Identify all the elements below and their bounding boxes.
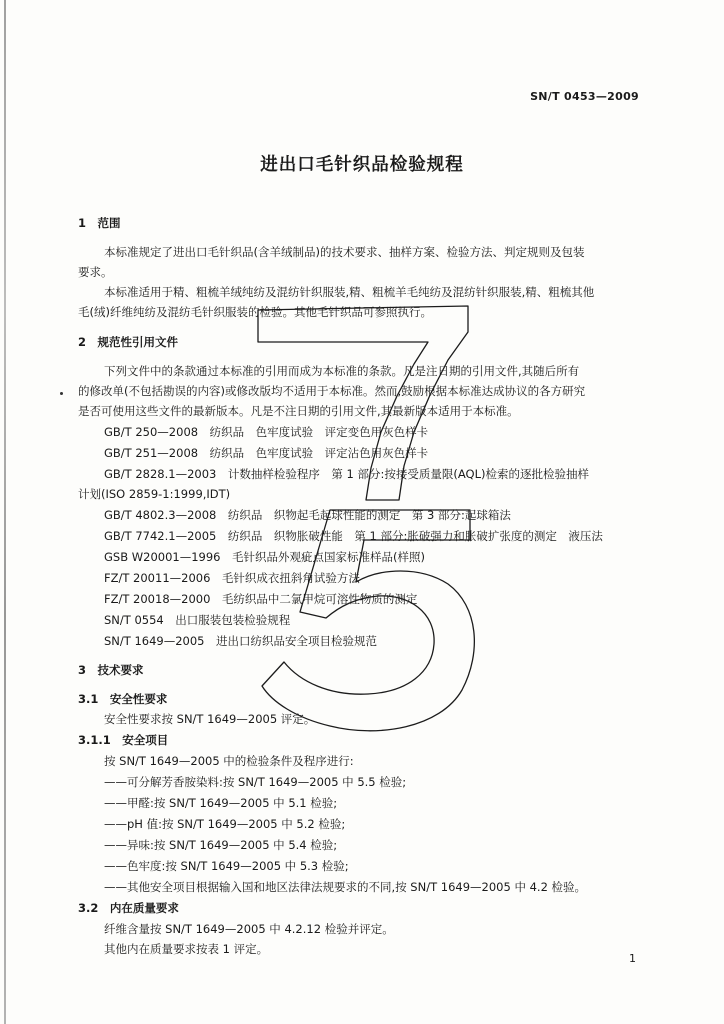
section-2-para-line-3: 是否可使用这些文件的最新版本。凡是不注日期的引用文件,其最新版本适用于本标准。 [78,404,519,418]
section-1-para-2-line-1: 本标准适用于精、粗梳羊绒纯纺及混纺针织服装,精、粗梳羊毛纯纺及混纺针织服装,精、粗梳其他 [104,285,595,299]
scan-speck [60,392,63,395]
safety-item: ——色牢度:按 SN/T 1649—2005 中 5.3 检验; [104,859,349,873]
section-1-para-1-line-2: 要求。 [78,265,113,279]
ref-item: GB/T 2828.1—2003 计数抽样检验程序 第 1 部分:按接受质量限(AQL)检索的逐批检验抽样 [104,467,589,481]
ref-item: GB/T 7742.1—2005 纺织品 织物胀破性能 第 1 部分:胀破强力和胀破扩张度的测定 液压法 [104,529,603,543]
safety-item: ——异味:按 SN/T 1649—2005 中 5.4 检验; [104,838,338,852]
section-3-1-1-heading: 3.1.1 安全项目 [78,733,169,747]
ref-item: GB/T 251—2008 纺织品 色牢度试验 评定沾色用灰色样卡 [104,446,429,460]
standard-code: SN/T 0453—2009 [530,90,639,103]
safety-item: ——甲醛:按 SN/T 1649—2005 中 5.1 检验; [104,796,338,810]
document-title: 进出口毛针织品检验规程 [260,155,464,175]
stamp-digit-lower [262,510,474,731]
section-2-heading: 2 规范性引用文件 [78,335,179,349]
section-2-para-line-1: 下列文件中的条款通过本标准的引用而成为本标准的条款。凡是注日期的引用文件,其随后所有 [104,364,580,378]
section-3-heading: 3 技术要求 [78,663,144,677]
section-3-1-text: 安全性要求按 SN/T 1649—2005 评定。 [104,712,316,726]
section-3-2-heading: 3.2 内在质量要求 [78,901,179,915]
ref-item: GB/T 4802.3—2008 纺织品 织物起毛起球性能的测定 第 3 部分:起球箱法 [104,508,511,522]
safety-item: ——pH 值:按 SN/T 1649—2005 中 5.2 检验; [104,817,346,831]
safety-item: ——其他安全项目根据输入国和地区法律法规要求的不同,按 SN/T 1649—2005 中 4.2 检验。 [104,880,587,894]
ref-item: FZ/T 20011—2006 毛针织成衣扭斜角试验方法 [104,571,360,585]
safety-item: ——可分解芳香胺染料:按 SN/T 1649—2005 中 5.5 检验; [104,775,407,789]
ref-item: GSB W20001—1996 毛针织品外观疵点国家标准样品(样照) [104,550,425,564]
section-3-1-1-intro: 按 SN/T 1649—2005 中的检验条件及程序进行: [104,754,354,768]
ref-item-continued: 计划(ISO 2859-1:1999,IDT) [78,487,231,501]
page-number: 1 [629,952,636,965]
section-1-heading: 1 范围 [78,216,121,230]
ref-item: SN/T 1649—2005 进出口纺织品安全项目检验规范 [104,634,377,648]
section-3-2-para-2: 其他内在质量要求按表 1 评定。 [104,942,269,956]
section-1-para-2-line-2: 毛(绒)纤维纯纺及混纺毛针织服装的检验。其他毛针织品可参照执行。 [78,305,432,319]
section-3-1-heading: 3.1 安全性要求 [78,692,168,706]
ref-item: FZ/T 20018—2000 毛纺织品中二氯甲烷可溶性物质的测定 [104,592,418,606]
section-2-para-line-2: 的修改单(不包括勘误的内容)或修改版均不适用于本标准。然而,鼓励根据本标准达成协议的各方研究 [78,384,586,398]
section-1-para-1-line-1: 本标准规定了进出口毛针织品(含羊绒制品)的技术要求、抽样方案、检验方法、判定规则及包装 [104,245,585,259]
section-3-2-para-1: 纤维含量按 SN/T 1649—2005 中 4.2.12 检验并评定。 [104,922,394,936]
ref-item: SN/T 0554 出口服装包装检验规程 [104,613,291,627]
ref-item: GB/T 250—2008 纺织品 色牢度试验 评定变色用灰色样卡 [104,425,429,439]
